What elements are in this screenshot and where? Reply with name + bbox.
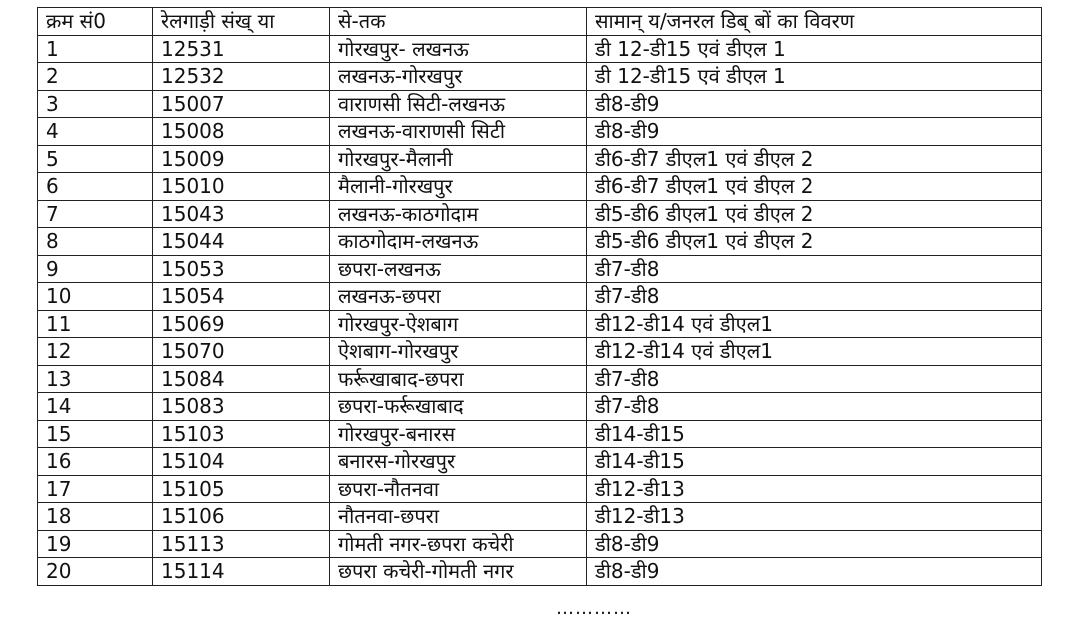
cell-serial-number: 9 — [38, 255, 153, 283]
cell-serial-number: 13 — [38, 365, 153, 393]
cell-train-number: 15043 — [153, 200, 330, 228]
table-body — [38, 35, 1042, 585]
cell-train-number: 15084 — [153, 365, 330, 393]
cell-serial-number: 18 — [38, 503, 153, 531]
table-row — [38, 365, 1042, 393]
cell-train-number: 15053 — [153, 255, 330, 283]
continuation-dots: ………… — [556, 598, 632, 619]
header-coach-details: सामान् य/जनरल डिब् बों का विवरण — [587, 8, 1042, 36]
cell-route: मैलानी-गोरखपुर — [330, 173, 587, 201]
cell-coach-details: डी5-डी6 डीएल1 एवं डीएल 2 — [587, 200, 1042, 228]
table-row — [38, 35, 1042, 63]
table-row — [38, 503, 1042, 531]
table-row — [38, 338, 1042, 366]
table-row — [38, 558, 1042, 586]
cell-coach-details: डी7-डी8 — [587, 393, 1042, 421]
cell-coach-details: डी7-डी8 — [587, 283, 1042, 311]
cell-serial-number: 5 — [38, 145, 153, 173]
cell-route: छपरा-नौतनवा — [330, 475, 587, 503]
cell-serial-number: 7 — [38, 200, 153, 228]
cell-route: गोरखपुर-बनारस — [330, 420, 587, 448]
cell-route: लखनऊ-गोरखपुर — [330, 63, 587, 91]
cell-route: गोरखपुर-ऐशबाग — [330, 310, 587, 338]
table-header — [38, 8, 1042, 36]
table-row — [38, 283, 1042, 311]
cell-serial-number: 2 — [38, 63, 153, 91]
cell-serial-number: 10 — [38, 283, 153, 311]
cell-serial-number: 6 — [38, 173, 153, 201]
cell-train-number: 15106 — [153, 503, 330, 531]
cell-train-number: 15010 — [153, 173, 330, 201]
cell-train-number: 15083 — [153, 393, 330, 421]
cell-coach-details: डी6-डी7 डीएल1 एवं डीएल 2 — [587, 145, 1042, 173]
cell-route: गोरखपुर-मैलानी — [330, 145, 587, 173]
cell-serial-number: 8 — [38, 228, 153, 256]
table-row — [38, 530, 1042, 558]
cell-coach-details: डी8-डी9 — [587, 90, 1042, 118]
cell-serial-number: 1 — [38, 35, 153, 63]
table-row — [38, 393, 1042, 421]
cell-route: गोरखपुर- लखनऊ — [330, 35, 587, 63]
cell-train-number: 15104 — [153, 448, 330, 476]
cell-serial-number: 12 — [38, 338, 153, 366]
cell-train-number: 15113 — [153, 530, 330, 558]
header-serial-number: क्रम सं0 — [38, 8, 153, 36]
cell-coach-details: डी12-डी13 — [587, 475, 1042, 503]
cell-train-number: 12532 — [153, 63, 330, 91]
cell-train-number: 15103 — [153, 420, 330, 448]
cell-route: लखनऊ-काठगोदाम — [330, 200, 587, 228]
cell-coach-details: डी 12-डी15 एवं डीएल 1 — [587, 35, 1042, 63]
cell-route: वाराणसी सिटी-लखनऊ — [330, 90, 587, 118]
table-row — [38, 118, 1042, 146]
cell-coach-details: डी 12-डी15 एवं डीएल 1 — [587, 63, 1042, 91]
cell-coach-details: डी6-डी7 डीएल1 एवं डीएल 2 — [587, 173, 1042, 201]
train-coach-table — [37, 7, 1042, 586]
header-route: से-तक — [330, 8, 587, 36]
cell-coach-details: डी7-डी8 — [587, 365, 1042, 393]
cell-serial-number: 4 — [38, 118, 153, 146]
cell-train-number: 15070 — [153, 338, 330, 366]
cell-route: काठगोदाम-लखनऊ — [330, 228, 587, 256]
cell-route: छपरा कचेरी-गोमती नगर — [330, 558, 587, 586]
cell-serial-number: 15 — [38, 420, 153, 448]
cell-coach-details: डी14-डी15 — [587, 420, 1042, 448]
table-row — [38, 90, 1042, 118]
cell-serial-number: 17 — [38, 475, 153, 503]
cell-serial-number: 3 — [38, 90, 153, 118]
cell-coach-details: डी12-डी13 — [587, 503, 1042, 531]
cell-train-number: 15009 — [153, 145, 330, 173]
cell-coach-details: डी12-डी14 एवं डीएल1 — [587, 338, 1042, 366]
cell-coach-details: डी14-डी15 — [587, 448, 1042, 476]
cell-route: ऐशबाग-गोरखपुर — [330, 338, 587, 366]
cell-coach-details: डी12-डी14 एवं डीएल1 — [587, 310, 1042, 338]
cell-route: बनारस-गोरखपुर — [330, 448, 587, 476]
cell-coach-details: डी8-डी9 — [587, 118, 1042, 146]
cell-serial-number: 19 — [38, 530, 153, 558]
cell-route: गोमती नगर-छपरा कचेरी — [330, 530, 587, 558]
cell-route: छपरा-लखनऊ — [330, 255, 587, 283]
cell-serial-number: 20 — [38, 558, 153, 586]
cell-route: लखनऊ-छपरा — [330, 283, 587, 311]
table-row — [38, 255, 1042, 283]
header-train-number: रेलगाड़ी संख् या — [153, 8, 330, 36]
cell-serial-number: 14 — [38, 393, 153, 421]
cell-coach-details: डी7-डी8 — [587, 255, 1042, 283]
cell-train-number: 12531 — [153, 35, 330, 63]
cell-coach-details: डी5-डी6 डीएल1 एवं डीएल 2 — [587, 228, 1042, 256]
cell-coach-details: डी8-डी9 — [587, 558, 1042, 586]
header-row — [38, 8, 1042, 36]
table-row — [38, 420, 1042, 448]
cell-route: लखनऊ-वाराणसी सिटी — [330, 118, 587, 146]
table-row — [38, 228, 1042, 256]
table-row — [38, 448, 1042, 476]
cell-train-number: 15069 — [153, 310, 330, 338]
cell-train-number: 15105 — [153, 475, 330, 503]
cell-train-number: 15114 — [153, 558, 330, 586]
table-row — [38, 145, 1042, 173]
cell-train-number: 15044 — [153, 228, 330, 256]
table-row — [38, 200, 1042, 228]
cell-train-number: 15007 — [153, 90, 330, 118]
cell-route: फर्रूखाबाद-छपरा — [330, 365, 587, 393]
cell-route: नौतनवा-छपरा — [330, 503, 587, 531]
cell-serial-number: 16 — [38, 448, 153, 476]
cell-serial-number: 11 — [38, 310, 153, 338]
table-row — [38, 63, 1042, 91]
table-row — [38, 173, 1042, 201]
cell-train-number: 15054 — [153, 283, 330, 311]
cell-train-number: 15008 — [153, 118, 330, 146]
cell-route: छपरा-फर्रूखाबाद — [330, 393, 587, 421]
cell-coach-details: डी8-डी9 — [587, 530, 1042, 558]
table-row — [38, 310, 1042, 338]
table-row — [38, 475, 1042, 503]
